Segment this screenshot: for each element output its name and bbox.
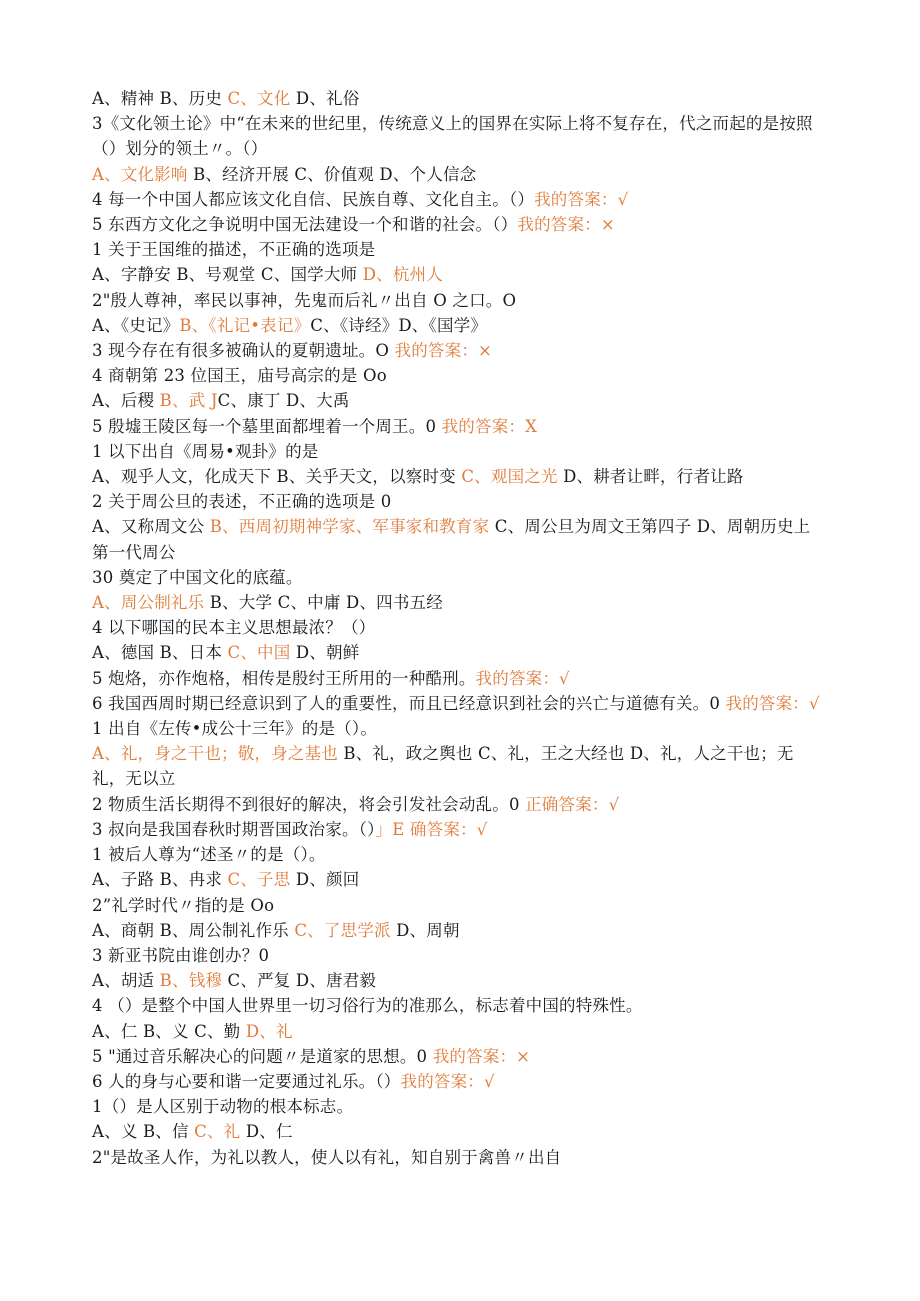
question-text: A、又称周文公 — [92, 517, 210, 537]
question-text: 1 出自《左传•成公十三年》的是（）。 — [92, 719, 378, 739]
text-line — [92, 338, 822, 363]
text-line — [92, 514, 822, 564]
text-line — [92, 162, 822, 187]
question-text: A、胡适 — [92, 971, 160, 991]
answer-text: A、礼，身之干也；敬，身之基也 — [92, 744, 338, 764]
text-line — [92, 993, 822, 1018]
text-line — [92, 1094, 822, 1119]
question-text: 30 奠定了中国文化的底蕴。 — [92, 567, 303, 587]
question-text: D、礼俗 — [290, 89, 360, 108]
question-text: D、仁 — [240, 1122, 293, 1142]
question-text: B、礼，政之舆也 C、礼，王之大经也 D、礼，人之干也；无礼，无以立 — [92, 744, 794, 789]
text-line — [92, 1069, 822, 1094]
text-line — [92, 716, 822, 741]
question-text: D、周朝 — [390, 920, 460, 940]
text-line — [92, 187, 822, 212]
answer-text: 我的答案：√ — [475, 668, 570, 688]
answer-text: C、礼 — [194, 1122, 241, 1142]
answer-text: C、子思 — [227, 870, 291, 890]
text-line — [92, 237, 822, 262]
answer-text: B、西周初期神学家、军事家和教育家 — [209, 517, 490, 537]
text-line — [92, 867, 822, 892]
text-line — [92, 691, 822, 716]
text-line — [92, 1145, 822, 1170]
text-line — [92, 666, 822, 691]
question-text: 4 以下哪国的民本主义思想最浓？（） — [92, 618, 376, 638]
question-text: 1 被后人尊为“述圣〃的是（）。 — [92, 845, 326, 865]
text-line — [92, 741, 822, 791]
answer-text: 我的答案：√ — [400, 1071, 495, 1091]
text-line — [92, 615, 822, 640]
question-text: 6 我国西周时期已经意识到了人的重要性，而且已经意识到社会的兴亡与道德有关。0 — [92, 693, 726, 713]
answer-text: A、文化影响 — [92, 164, 188, 184]
question-text: 3 叔向是我国春秋时期晋国政治家。（） — [92, 819, 376, 839]
question-text: 5 炮烙，亦作炮格，相传是殷纣王所用的一种酷刑。 — [92, 668, 476, 688]
answer-text: B、武 J — [159, 391, 218, 411]
text-line — [92, 439, 822, 464]
question-text: 3《文化领土论》中“在未来的世纪里，传统意义上的国界在实际上将不复存在，代之而起的是按照（）划分的领土〃。（） — [92, 114, 813, 159]
question-text: 2 关于周公旦的表述，不正确的选项是 0 — [92, 492, 392, 512]
answer-text: 我的答案：√ — [725, 693, 820, 713]
text-line — [92, 388, 822, 413]
question-text: A、精神 B、历史 — [92, 89, 228, 108]
question-text: C、周公旦为周文王第四子 D、周朝历史上第一代周公 — [92, 517, 811, 562]
question-text: A、字静安 B、号观堂 C、国学大师 — [92, 265, 363, 285]
question-text: 6 人的身与心要和谐一定要通过礼乐。（） — [92, 1071, 401, 1091]
question-text: 2"殷人尊神，率民以事神，先鬼而后礼〃出自 O 之口。O — [92, 290, 517, 310]
question-text: B、经济开展 C、价值观 D、个人信念 — [187, 164, 477, 184]
answer-text: 我的答案：√ — [534, 189, 629, 209]
question-text: 1 关于王国维的描述，不正确的选项是 — [92, 240, 376, 260]
answer-text: C、观国之光 — [461, 467, 558, 487]
answer-text: 我的答案：X — [441, 416, 538, 436]
answer-text: D、杭州人 — [362, 265, 443, 285]
answer-text: 正确答案：√ — [525, 794, 620, 814]
text-line — [92, 363, 822, 388]
text-line — [92, 489, 822, 514]
text-line — [92, 288, 822, 313]
text-line — [92, 464, 822, 489]
text-line — [92, 111, 822, 161]
document-body — [92, 86, 822, 1170]
text-line — [92, 212, 822, 237]
question-text: D、耕者让畔，行者让路 — [557, 467, 744, 487]
question-text: 4 每一个中国人都应该文化自信、民族自尊、文化自主。（） — [92, 189, 535, 209]
text-line — [92, 86, 822, 111]
text-line — [92, 640, 822, 665]
answer-text: A、周公制礼乐 — [92, 593, 205, 613]
text-line — [92, 943, 822, 968]
question-text: B、大学 C、中庸 D、四书五经 — [204, 593, 443, 613]
question-text: D、颜回 — [290, 870, 360, 890]
question-text: 5 "通过音乐解决心的问题〃是道家的思想。0 — [92, 1046, 433, 1066]
answer-text: 我的答案：× — [517, 215, 615, 235]
answer-text: 我的答案：× — [432, 1046, 531, 1066]
question-text: A、观乎人文，化成天下 B、关乎天文，以察时变 — [92, 467, 462, 487]
text-line — [92, 590, 822, 615]
question-text: 4 商朝第 23 位国王，庙号高宗的是 Oo — [92, 366, 387, 386]
question-text: A、子路 B、冉求 — [92, 870, 228, 890]
answer-text: D、礼 — [245, 1021, 293, 1041]
text-line — [92, 968, 822, 993]
text-line — [92, 918, 822, 943]
question-text: 2"是故圣人作，为礼以教人，使人以有礼，知自别于禽兽〃出自 — [92, 1147, 562, 1167]
text-line — [92, 893, 822, 918]
answer-text: C、了思学派 — [294, 920, 391, 940]
question-text: 1 以下出自《周易•观卦》的是 — [92, 441, 319, 461]
question-text: A、义 B、信 — [92, 1122, 195, 1142]
text-line — [92, 842, 822, 867]
answer-text: C、中国 — [227, 643, 291, 663]
text-line — [92, 1044, 822, 1069]
answer-text: B、《礼记•表记》 — [179, 315, 311, 335]
question-text: A、《史记》 — [92, 315, 180, 335]
question-text: 2 物质生活长期得不到很好的解决，将会引发社会动乱。0 — [92, 794, 526, 814]
question-text: 5 殷墟王陵区每一个墓里面都埋着一个周王。0 — [92, 416, 442, 436]
text-line — [92, 262, 822, 287]
question-text: 4 （）是整个中国人世界里一切习俗行为的准那么，标志着中国的特殊性。 — [92, 996, 643, 1016]
question-text: A、仁 B、义 C、勤 — [92, 1021, 246, 1041]
question-text: C、《诗经》D、《国学》 — [310, 315, 488, 335]
text-line — [92, 1019, 822, 1044]
question-text: 5 东西方文化之争说明中国无法建设一个和谐的社会。（） — [92, 215, 518, 235]
question-text: 1（）是人区别于动物的根本标志。 — [92, 1097, 354, 1117]
question-text: 3 现今存在有很多被确认的夏朝遗址。O — [92, 341, 395, 361]
text-line — [92, 792, 822, 817]
question-text: A、后稷 — [92, 391, 160, 411]
question-text: A、商朝 B、周公制礼作乐 — [92, 920, 295, 940]
text-line — [92, 565, 822, 590]
text-line — [92, 1119, 822, 1144]
question-text: D、朝鲜 — [290, 643, 360, 663]
answer-text: 」E 确答案：√ — [375, 819, 488, 839]
text-line — [92, 817, 822, 842]
question-text: 3 新亚书院由谁创办？0 — [92, 945, 270, 965]
text-line — [92, 414, 822, 439]
text-line — [92, 313, 822, 338]
question-text: 2”礼学时代〃指的是 Oo — [92, 895, 275, 915]
question-text: C、康丁 D、大禹 — [217, 391, 350, 411]
question-text: C、严复 D、唐君毅 — [222, 971, 377, 991]
question-text: A、德国 B、日本 — [92, 643, 228, 663]
answer-text: B、钱穆 — [159, 971, 223, 991]
answer-text: 我的答案：× — [394, 341, 493, 361]
answer-text: C、文化 — [227, 89, 291, 108]
